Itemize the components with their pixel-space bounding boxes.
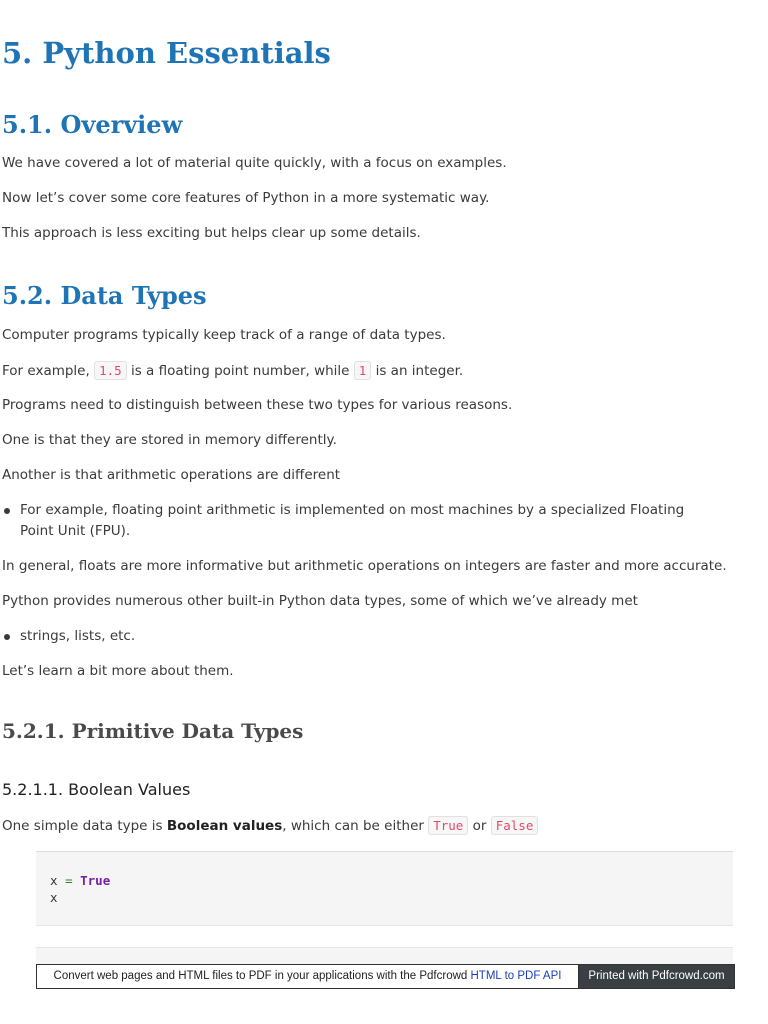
data-types-paragraph-4: One is that they are stored in memory differently. bbox=[2, 432, 337, 448]
data-types-paragraph-6: In general, floats are more informative but arithmetic operations on integers are faster and more accurate. bbox=[2, 558, 727, 574]
text-run: One simple data type is bbox=[2, 818, 167, 834]
text-run: is an integer. bbox=[371, 363, 464, 379]
printed-with-badge[interactable]: Printed with Pdfcrowd.com bbox=[579, 965, 734, 988]
code-line-2: x bbox=[50, 890, 58, 905]
bullet-dot bbox=[4, 634, 10, 640]
text-run: For example, bbox=[2, 363, 95, 379]
inline-code-float: 1.5 bbox=[94, 361, 127, 380]
data-types-paragraph-5: Another is that arithmetic operations are different bbox=[2, 467, 341, 483]
data-types-paragraph-2 bbox=[2, 360, 463, 382]
data-types-paragraph-8: Let’s learn a bit more about them. bbox=[2, 663, 234, 679]
footer-text bbox=[37, 965, 579, 988]
page-title: 5. Python Essentials bbox=[2, 36, 331, 70]
inline-code-false: False bbox=[491, 816, 539, 835]
text-run: , which can be either bbox=[282, 818, 429, 834]
overview-paragraph-1: We have covered a lot of material quite quickly, with a focus on examples. bbox=[2, 155, 507, 171]
inline-code-true: True bbox=[428, 816, 468, 835]
code-keyword: True bbox=[80, 873, 111, 888]
data-types-paragraph-1: Computer programs typically keep track of a range of data types. bbox=[2, 327, 446, 343]
inline-code-int: 1 bbox=[354, 361, 372, 380]
text-run: or bbox=[468, 818, 491, 834]
boolean-paragraph bbox=[2, 815, 538, 837]
code-variable: x bbox=[50, 873, 58, 888]
data-types-paragraph-3: Programs need to distinguish between these two types for various reasons. bbox=[2, 397, 513, 413]
bold-term: Boolean values bbox=[166, 818, 283, 834]
html-to-pdf-link[interactable]: HTML to PDF API bbox=[470, 970, 562, 982]
overview-paragraph-2: Now let’s cover some core features of Python in a more systematic way. bbox=[2, 190, 490, 206]
pdfcrowd-footer bbox=[36, 964, 735, 989]
code-cell[interactable] bbox=[36, 851, 733, 926]
subsubsection-heading-boolean: 5.2.1.1. Boolean Values bbox=[2, 780, 191, 799]
text-run: is a floating point number, while bbox=[126, 363, 354, 379]
overview-paragraph-3: This approach is less exciting but helps clear up some details. bbox=[2, 225, 421, 241]
footer-message: Convert web pages and HTML files to PDF in your applications with the Pdfcrowd bbox=[53, 970, 471, 982]
list-item-strings: strings, lists, etc. bbox=[20, 628, 136, 644]
section-heading-data-types: 5.2. Data Types bbox=[2, 281, 207, 310]
bullet-dot bbox=[4, 508, 10, 514]
subsection-heading-primitive: 5.2.1. Primitive Data Types bbox=[2, 719, 304, 743]
section-heading-overview: 5.1. Overview bbox=[2, 110, 183, 139]
code-line-1 bbox=[50, 873, 110, 888]
data-types-paragraph-7: Python provides numerous other built-in Python data types, some of which we’ve already met bbox=[2, 593, 638, 609]
code-operator: = bbox=[65, 873, 73, 888]
list-item-fpu: For example, floating point arithmetic is implemented on most machines by a specialized Floating Point Unit (FPU). bbox=[20, 502, 685, 539]
